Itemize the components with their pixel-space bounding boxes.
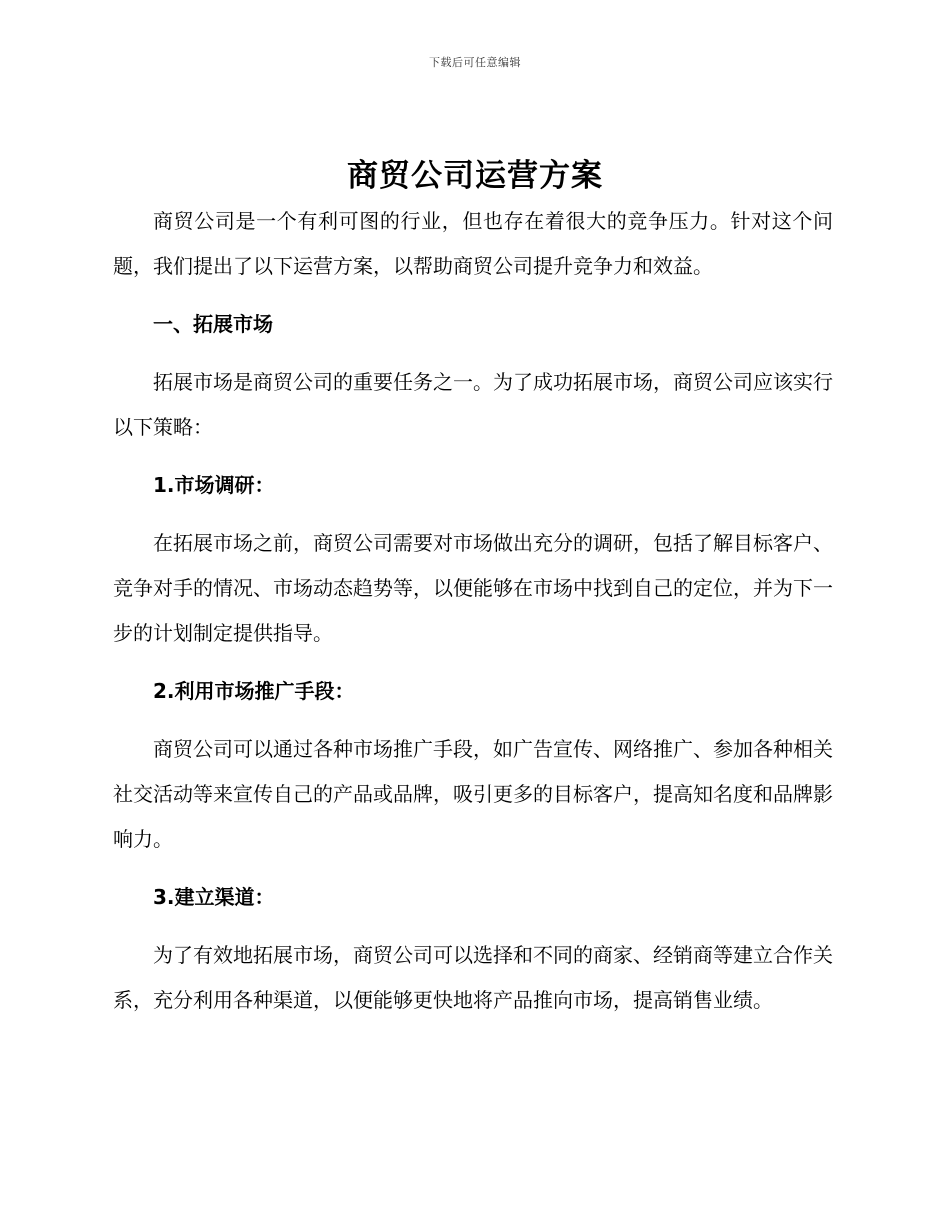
item-heading-channels: 3.建立渠道： [153, 885, 275, 909]
section-paragraph-expand-market: 拓展市场是商贸公司的重要任务之一。为了成功拓展市场，商贸公司应该实行以下策略： [113, 370, 833, 439]
header-note: 下载后可任意编辑 [429, 56, 521, 69]
intro-paragraph: 商贸公司是一个有利可图的行业，但也存在着很大的竞争压力。针对这个问题，我们提出了以下运营方案，以帮助商贸公司提升竞争力和效益。 [113, 209, 833, 278]
item-heading-promotion: 2.利用市场推广手段： [153, 679, 355, 703]
item-paragraph-promotion: 商贸公司可以通过各种市场推广手段，如广告宣传、网络推广、参加各种相关社交活动等来宣传自己的产品或品牌，吸引更多的目标客户，提高知名度和品牌影响力。 [113, 737, 833, 851]
document-title: 商贸公司运营方案 [347, 158, 603, 194]
item-paragraph-channels: 为了有效地拓展市场，商贸公司可以选择和不同的商家、经销商等建立合作关系，充分利用各种渠道，以便能够更快地将产品推向市场，提高销售业绩。 [113, 943, 833, 1012]
section-heading-expand-market: 一、拓展市场 [153, 312, 273, 336]
item-heading-market-research: 1.市场调研： [153, 473, 275, 497]
item-paragraph-market-research: 在拓展市场之前，商贸公司需要对市场做出充分的调研，包括了解目标客户、竞争对手的情况、市场动态趋势等，以便能够在市场中找到自己的定位，并为下一步的计划制定提供指导。 [113, 531, 833, 645]
document-body [113, 199, 833, 1023]
